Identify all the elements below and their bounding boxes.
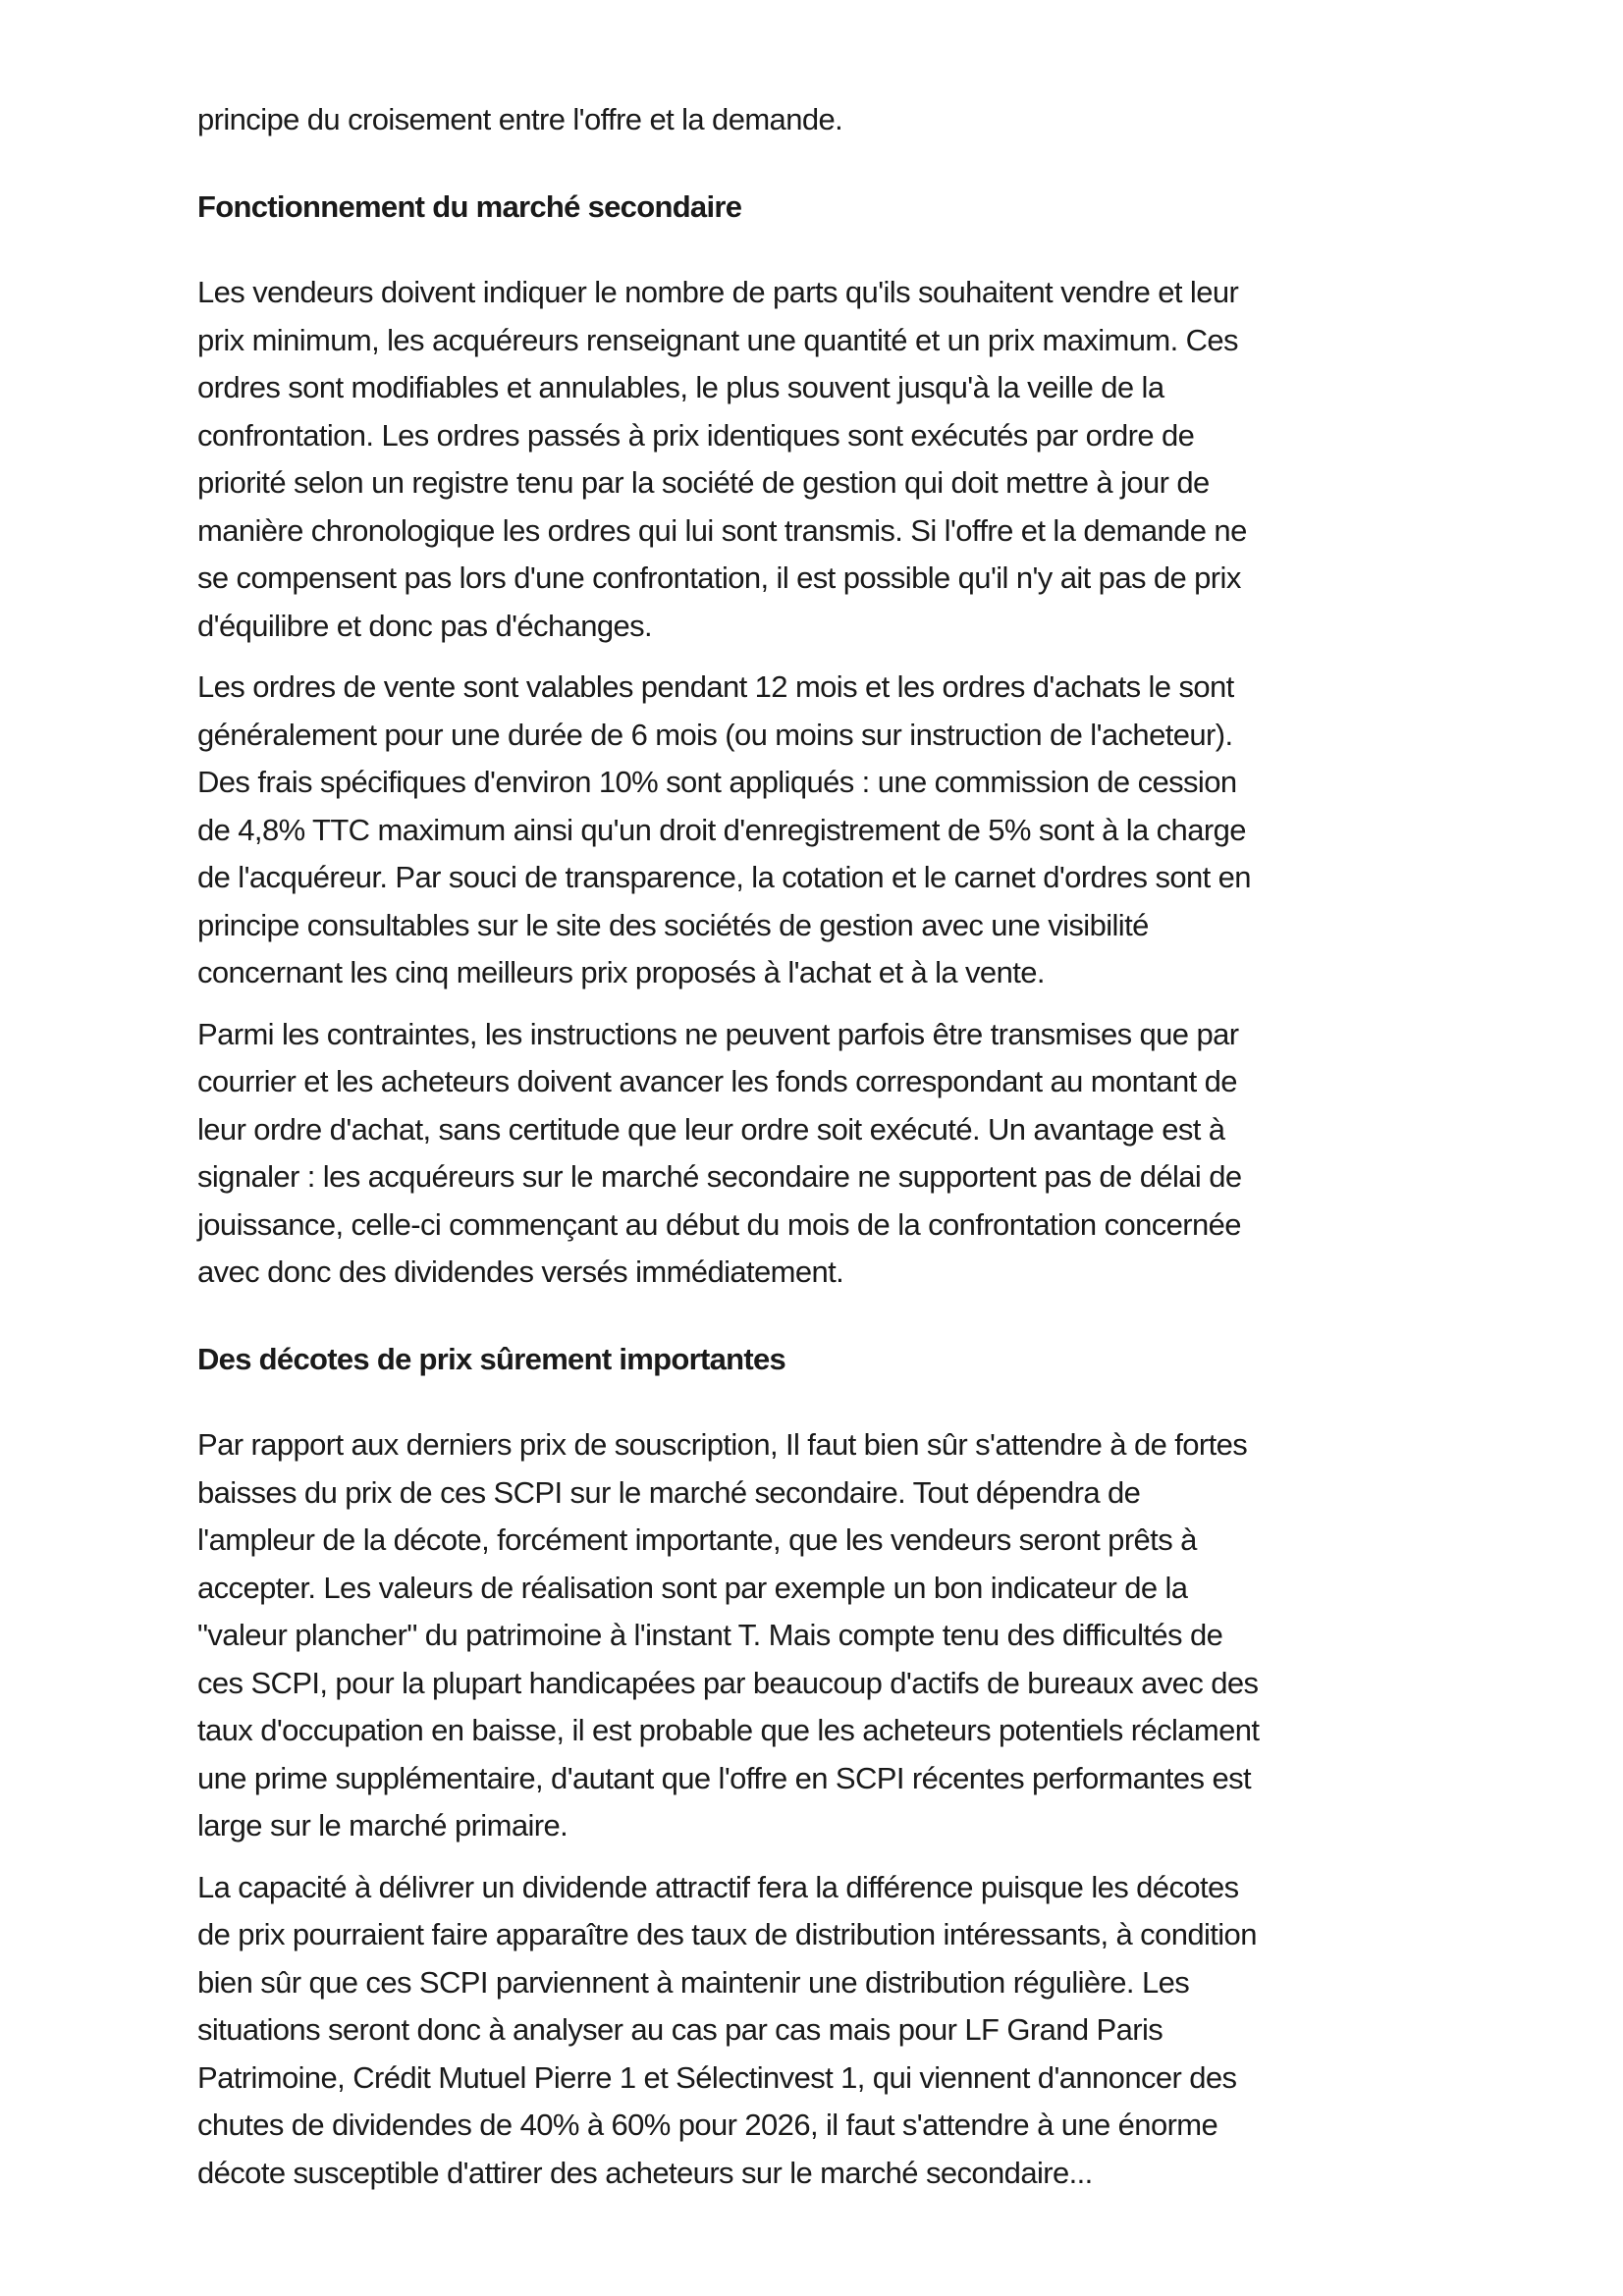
- text-line: généralement pour une durée de 6 mois (ou moins sur instruction de l'acheteur).: [197, 717, 1233, 752]
- text-line: ordres sont modifiables et annulables, le plus souvent jusqu'à la veille de la: [197, 370, 1164, 404]
- text-line: large sur le marché primaire.: [197, 1808, 568, 1842]
- text-line: signaler : les acquéreurs sur le marché secondaire ne supportent pas de délai de: [197, 1159, 1242, 1194]
- section-heading-secondary-market: Fonctionnement du marché secondaire: [197, 188, 742, 224]
- text-line: confrontation. Les ordres passés à prix identiques sont exécutés par ordre de: [197, 417, 1195, 453]
- paragraph-intro-end: [197, 96, 1464, 144]
- text-line: manière chronologique les ordres qui lui sont transmis. Si l'offre et la demande ne: [197, 512, 1247, 548]
- text-line: taux d'occupation en baisse, il est probable que les acheteurs potentiels réclament: [197, 1713, 1260, 1747]
- text-line: situations seront donc à analyser au cas par cas mais pour LF Grand Paris: [197, 2012, 1163, 2047]
- text-line: courrier et les acheteurs doivent avancer les fonds correspondant au montant de: [197, 1064, 1237, 1098]
- text-line: avec donc des dividendes versés immédiatement.: [197, 1255, 844, 1289]
- text-line: La capacité à délivrer un dividende attractif fera la différence puisque les décotes: [197, 1869, 1239, 1904]
- paragraph-dividend-capacity: [197, 1864, 1464, 2198]
- text-line: Les vendeurs doivent indiquer le nombre de parts qu'ils souhaitent vendre et leur: [197, 275, 1239, 309]
- text-line: décote susceptible d'attirer des acheteurs sur le marché secondaire...: [197, 2155, 1093, 2190]
- text-line: concernant les cinq meilleurs prix proposés à l'achat et à la vente.: [197, 955, 1045, 989]
- paragraph-order-validity-fees: [197, 664, 1464, 997]
- section-heading-price-discounts: Des décotes de prix sûrement importantes: [197, 1341, 786, 1376]
- document-page: [197, 96, 1464, 2197]
- paragraph-order-mechanics: [197, 269, 1464, 650]
- text-line: chutes de dividendes de 40% à 60% pour 2026, il faut s'attendre à une énorme: [197, 2108, 1218, 2142]
- text-line: leur ordre d'achat, sans certitude que leur ordre soit exécuté. Un avantage est à: [197, 1111, 1225, 1147]
- text-line: "valeur plancher" du patrimoine à l'instant T. Mais compte tenu des difficultés de: [197, 1618, 1223, 1652]
- text-line: se compensent pas lors d'une confrontation, il est possible qu'il n'y ait pas de prix: [197, 561, 1241, 595]
- text-line: Les ordres de vente sont valables pendant 12 mois et les ordres d'achats le sont: [197, 669, 1234, 704]
- text-line: de l'acquéreur. Par souci de transparence, la cotation et le carnet d'ordres sont en: [197, 860, 1251, 894]
- text-line: Des frais spécifiques d'environ 10% sont appliqués : une commission de cession: [197, 765, 1237, 799]
- text-line: prix minimum, les acquéreurs renseignant une quantité et un prix maximum. Ces: [197, 322, 1238, 357]
- text-line: de prix pourraient faire apparaître des taux de distribution intéressants, à condition: [197, 1917, 1257, 1951]
- text-line: d'équilibre et donc pas d'échanges.: [197, 608, 653, 643]
- text-line: bien sûr que ces SCPI parviennent à maintenir une distribution régulière. Les: [197, 1964, 1190, 2000]
- text-line: Parmi les contraintes, les instructions ne peuvent parfois être transmises que par: [197, 1016, 1239, 1051]
- text-line: Patrimoine, Crédit Mutuel Pierre 1 et Sélectinvest 1, qui viennent d'annoncer des: [197, 2059, 1237, 2095]
- text-line: baisses du prix de ces SCPI sur le marché secondaire. Tout dépendra de: [197, 1474, 1141, 1510]
- text-line: accepter. Les valeurs de réalisation sont par exemple un bon indicateur de la: [197, 1570, 1188, 1605]
- text-line: Par rapport aux derniers prix de souscription, Il faut bien sûr s'attendre à de fortes: [197, 1427, 1248, 1462]
- paragraph-discount-expectations: [197, 1421, 1464, 1850]
- text-line: une prime supplémentaire, d'autant que l'offre en SCPI récentes performantes est: [197, 1760, 1252, 1795]
- text-line: priorité selon un registre tenu par la société de gestion qui doit mettre à jour de: [197, 465, 1210, 500]
- text-line: principe du croisement entre l'offre et la demande.: [197, 102, 843, 136]
- text-line: jouissance, celle-ci commençant au début du mois de la confrontation concernée: [197, 1206, 1241, 1242]
- text-line: ces SCPI, pour la plupart handicapées par beaucoup d'actifs de bureaux avec des: [197, 1665, 1259, 1700]
- text-line: l'ampleur de la décote, forcément importante, que les vendeurs seront prêts à: [197, 1522, 1197, 1557]
- paragraph-constraints: [197, 1011, 1464, 1297]
- text-line: principe consultables sur le site des sociétés de gestion avec une visibilité: [197, 907, 1149, 942]
- text-line: de 4,8% TTC maximum ainsi qu'un droit d'enregistrement de 5% sont à la charge: [197, 812, 1246, 847]
